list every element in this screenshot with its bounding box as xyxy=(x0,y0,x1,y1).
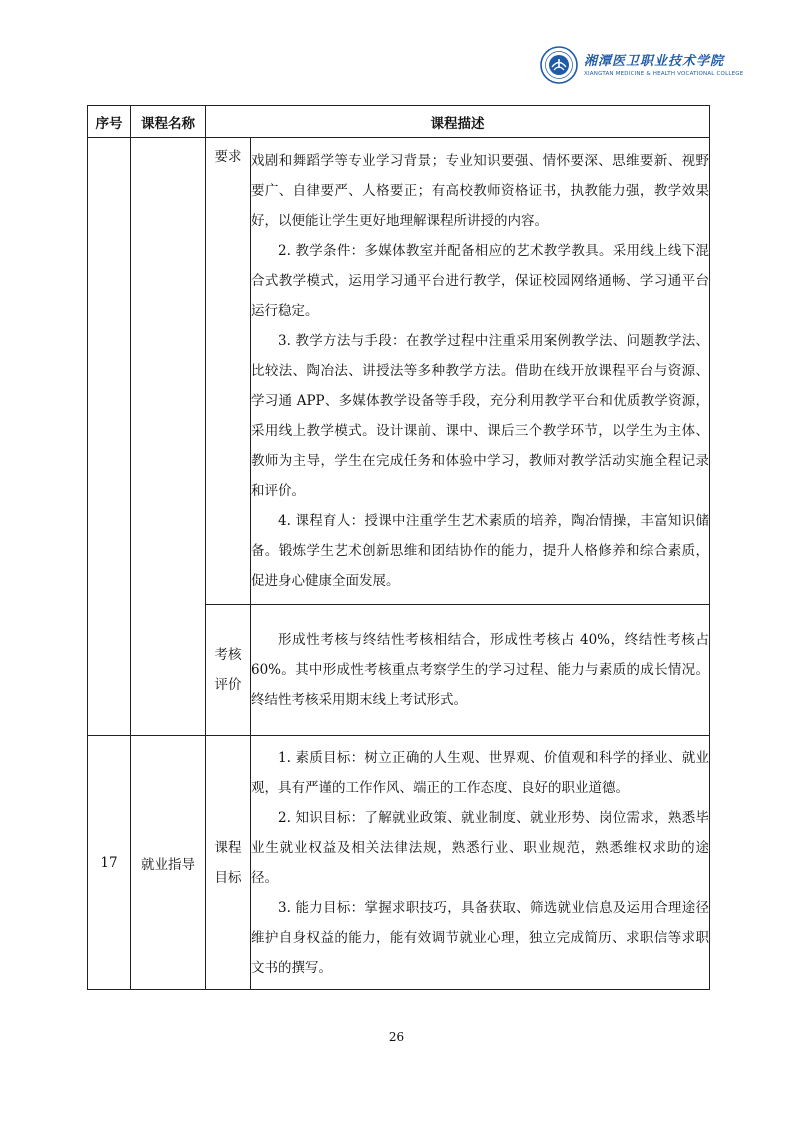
paragraph: 1. 素质目标：树立正确的人生观、世界观、价值观和科学的择业、就业观，具有严谨的工作作风、端正的工作态度、良好的职业道德。 xyxy=(251,749,709,796)
college-logo-header xyxy=(540,46,744,90)
label-line: 考核 xyxy=(214,647,242,663)
row-serial: 17 xyxy=(88,736,131,990)
header-course-name: 课程名称 xyxy=(131,106,206,138)
label-line: 课程 xyxy=(214,839,242,856)
table-header-row xyxy=(88,106,710,138)
header-serial: 序号 xyxy=(88,106,131,138)
row-serial-empty xyxy=(88,138,131,736)
table-row xyxy=(88,138,710,605)
section-label-requirements: 要求 xyxy=(206,138,251,605)
section-label-assessment xyxy=(206,605,251,736)
paragraph: 3. 教学方法与手段：在教学过程中注重采用案例教学法、问题教学法、比较法、陶冶法、讲授法等多种教学方法。借助在线开放课程平台与资源、学习通 APP、多媒体教学设备等手段，充分利用教学平台和优质教学资源，采用线上教学模式。设计课前、课中、课后三个教学环节，以学生为主体、教师为主导，学生在完成任务和体验中学习，教师对教学活动实施全程记录和评价。 xyxy=(251,333,709,499)
page-number: 26 xyxy=(388,1030,405,1044)
row-course-name-empty xyxy=(131,138,206,736)
logo-chinese-name: 湘潭医卫职业技术学院 xyxy=(584,54,725,69)
row-course-name: 就业指导 xyxy=(131,736,206,990)
paragraph: 戏剧和舞蹈学等专业学习背景；专业知识要强、情怀要深、思维要新、视野要广、自律要严、人格要正；有高校教师资格证书，执教能力强，教学效果好，以便能让学生更好地理解课程所讲授的内容。 xyxy=(251,153,709,229)
logo-english-name: XIANGTAN MEDICINE & HEALTH VOCATIONAL COLLEGE xyxy=(584,71,744,77)
paragraph: 2. 教学条件：多媒体教室并配备相应的艺术教学教具。采用线上线下混合式教学模式，运用学习通平台进行教学，保证校园网络通畅、学习通平台运行稳定。 xyxy=(251,243,709,319)
label-line: 目标 xyxy=(214,869,242,886)
table-row xyxy=(88,736,710,990)
paragraph: 形成性考核与终结性考核相结合，形成性考核占 40%，终结性考核占 60%。其中形成性考核重点考察学生的学习过程、能力与素质的成长情况。终结性考核采用期末线上考试形式。 xyxy=(251,632,709,708)
paragraph: 2. 知识目标：了解就业政策、就业制度、就业形势、岗位需求，熟悉毕业生就业权益及相关法律法规，熟悉行业、职业规范，熟悉维权求助的途径。 xyxy=(251,809,709,886)
section-label-objectives xyxy=(206,736,251,990)
header-course-description: 课程描述 xyxy=(206,106,710,138)
section-content-requirements xyxy=(251,138,710,605)
paragraph: 3. 能力目标：掌握求职技巧，具备获取、筛选就业信息及运用合理途径维护自身权益的能力，能有效调节就业心理，独立完成简历、求职信等求职文书的撰写。 xyxy=(251,899,709,976)
course-table xyxy=(87,105,710,990)
section-content-objectives xyxy=(251,736,710,990)
section-content-assessment xyxy=(251,605,710,736)
college-emblem-icon xyxy=(540,46,578,84)
label-line: 评价 xyxy=(214,677,242,693)
paragraph: 4. 课程育人：授课中注重学生艺术素质的培养，陶冶情操，丰富知识储备。锻炼学生艺术创新思维和团结协作的能力，提升人格修养和综合素质，促进身心健康全面发展。 xyxy=(251,513,709,589)
